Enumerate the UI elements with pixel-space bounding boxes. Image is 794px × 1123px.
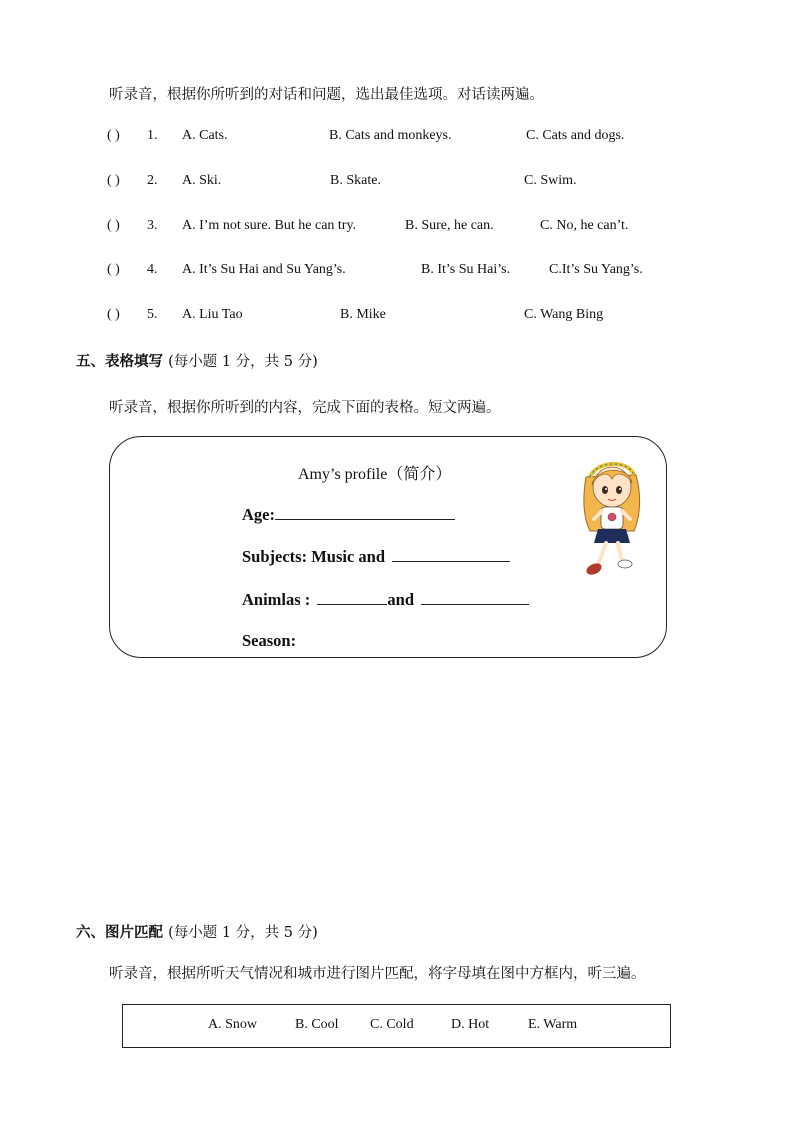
girl-illustration-icon [576, 457, 650, 585]
option-a: A. I’m not sure. But he can try. [182, 218, 357, 233]
option-c: C. Wang Bing [524, 307, 604, 322]
answer-bracket[interactable]: ( ) [107, 307, 120, 322]
option-warm: E. Warm [528, 1017, 578, 1032]
option-a: A. Cats. [182, 128, 228, 143]
option-hot: D. Hot [451, 1017, 490, 1032]
option-c: C. Swim. [524, 173, 577, 188]
section5-heading [76, 350, 318, 371]
option-b: B. Cats and monkeys. [329, 128, 452, 143]
age-row [242, 505, 455, 525]
section5-instruction: 听录音，根据你所听到的内容，完成下面的表格。短文两遍。 [109, 400, 501, 416]
answer-bracket[interactable]: ( ) [107, 218, 120, 233]
section5-title: 五、表格填写 [76, 353, 163, 370]
subjects-label: Subjects: Music and [242, 547, 386, 566]
option-a: A. Liu Tao [182, 307, 243, 322]
answer-bracket[interactable]: ( ) [107, 128, 120, 143]
animals-and: and [387, 590, 415, 609]
profile-card [109, 436, 667, 658]
profile-title: Amy’s profile（简介） [298, 466, 452, 483]
section5-score-note: (每小题 1 分，共 5 分) [168, 354, 318, 370]
option-c: C. No, he can’t. [540, 218, 629, 233]
answer-bracket[interactable]: ( ) [107, 262, 120, 277]
answer-bracket[interactable]: ( ) [107, 173, 120, 188]
question-number: 3. [147, 218, 158, 233]
option-c: C. Cats and dogs. [526, 128, 625, 143]
age-blank[interactable] [275, 505, 455, 520]
age-label: Age: [242, 505, 275, 524]
subjects-blank[interactable] [392, 547, 510, 562]
option-b: B. Skate. [330, 173, 381, 188]
word-bank [122, 1004, 671, 1048]
option-b: B. It’s Su Hai’s. [421, 262, 511, 277]
section6-instruction: 听录音，根据所听天气情况和城市进行图片匹配，将字母填在图中方框内，听三遍。 [109, 966, 646, 982]
section6-title: 六、图片匹配 [76, 924, 163, 941]
subjects-row [242, 547, 510, 567]
season-row [242, 631, 296, 651]
option-snow: A. Snow [208, 1017, 258, 1032]
animals-blank-2[interactable] [421, 590, 529, 605]
option-c: C.It’s Su Yang’s. [549, 262, 643, 277]
option-cool: B. Cool [295, 1017, 339, 1032]
option-a: A. It’s Su Hai and Su Yang’s. [182, 262, 346, 277]
option-cold: C. Cold [370, 1017, 414, 1032]
section6-score-note: (每小题 1 分，共 5 分) [168, 925, 318, 941]
animals-blank-1[interactable] [317, 590, 387, 605]
section6-heading [76, 921, 318, 942]
animals-label: Animlas : [242, 590, 311, 609]
question-number: 4. [147, 262, 158, 277]
option-b: B. Mike [340, 307, 386, 322]
animals-row [242, 590, 529, 610]
season-label: Season: [242, 631, 297, 650]
question-number: 2. [147, 173, 158, 188]
option-b: B. Sure, he can. [405, 218, 494, 233]
question-number: 5. [147, 307, 158, 322]
option-a: A. Ski. [182, 173, 222, 188]
question-number: 1. [147, 128, 158, 143]
section4-instruction: 听录音，根据你所听到的对话和问题，选出最佳选项。对话读两遍。 [109, 87, 544, 103]
